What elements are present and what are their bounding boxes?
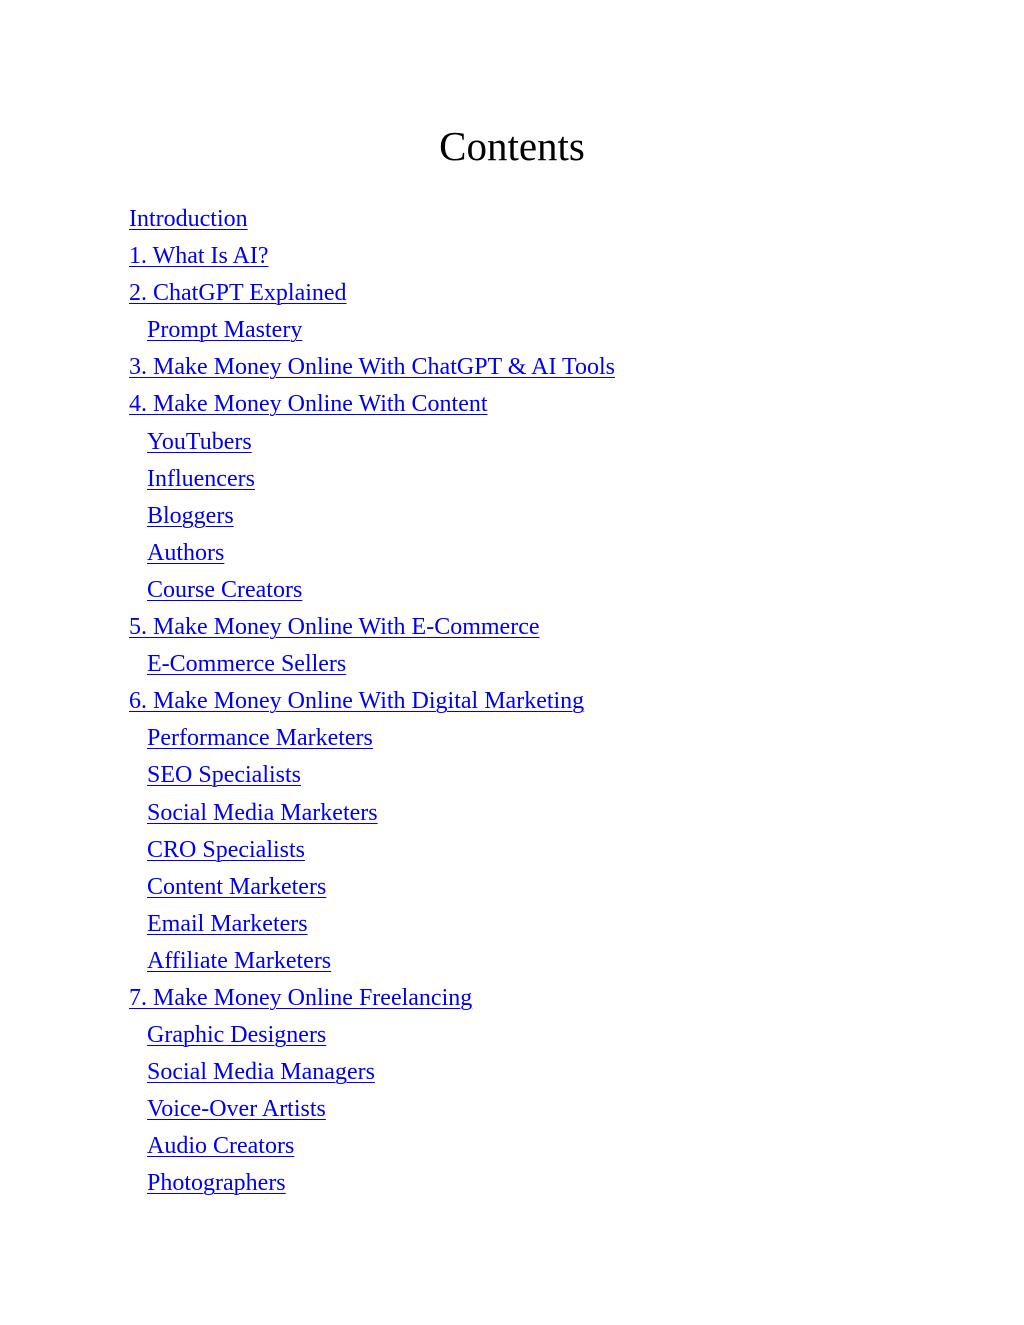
toc-item: [129, 683, 615, 720]
toc-item: [129, 572, 615, 609]
toc-section-link[interactable]: 3. Make Money Online With ChatGPT & AI Tools: [129, 354, 616, 381]
toc-item: [129, 832, 615, 869]
toc-subsection-link[interactable]: Performance Marketers: [147, 725, 373, 752]
toc-section-link[interactable]: 7. Make Money Online Freelancing: [129, 984, 473, 1011]
toc-subsection-link[interactable]: Audio Creators: [147, 1133, 295, 1160]
toc-subsection-link[interactable]: CRO Specialists: [147, 836, 306, 863]
toc-subsection-link[interactable]: Influencers: [147, 465, 255, 492]
toc-section-link[interactable]: Introduction: [129, 206, 248, 232]
toc-item: [129, 498, 615, 535]
toc-item: [129, 1017, 615, 1054]
toc-item: [129, 869, 615, 906]
toc-subsection-link[interactable]: Social Media Marketers: [147, 799, 378, 826]
toc-item: [129, 312, 615, 349]
toc-subsection-link[interactable]: Course Creators: [147, 576, 303, 603]
toc-section-link[interactable]: 1. What Is AI?: [129, 243, 269, 270]
toc-item: [129, 386, 615, 423]
toc-subsection-link[interactable]: E-Commerce Sellers: [147, 651, 347, 678]
toc-subsection-link[interactable]: YouTubers: [147, 428, 252, 455]
toc-subsection-link[interactable]: Bloggers: [147, 502, 234, 529]
toc-item: [129, 609, 615, 646]
toc-subsection-link[interactable]: Graphic Designers: [147, 1022, 327, 1049]
toc-subsection-link[interactable]: Authors: [147, 539, 225, 566]
toc-item: [129, 720, 615, 757]
toc-subsection-link[interactable]: SEO Specialists: [147, 762, 301, 789]
toc-item: [129, 1128, 615, 1165]
toc-subsection-link[interactable]: Prompt Mastery: [147, 317, 303, 344]
toc-subsection-link[interactable]: Photographers: [147, 1170, 286, 1197]
toc-section-link[interactable]: 5. Make Money Online With E-Commerce: [129, 614, 540, 641]
page-title: Contents: [439, 123, 585, 169]
toc-item: [129, 201, 615, 238]
toc-item: [129, 943, 615, 980]
toc-subsection-link[interactable]: Affiliate Marketers: [147, 947, 332, 974]
toc-item: [129, 795, 615, 832]
toc-item: [129, 980, 615, 1017]
toc-subsection-link[interactable]: Voice-Over Artists: [147, 1096, 326, 1123]
toc-section-link[interactable]: 4. Make Money Online With Content: [129, 391, 488, 418]
toc-item: [129, 535, 615, 572]
toc-subsection-link[interactable]: Content Marketers: [147, 873, 327, 900]
table-of-contents: [129, 201, 615, 1203]
toc-item: [129, 906, 615, 943]
toc-item: [129, 1054, 615, 1091]
toc-subsection-link[interactable]: Social Media Managers: [147, 1059, 375, 1086]
toc-item: [129, 461, 615, 498]
toc-item: [129, 349, 615, 386]
toc-item: [129, 757, 615, 794]
toc-item: [129, 1091, 615, 1128]
toc-item: [129, 646, 615, 683]
toc-item: [129, 238, 615, 275]
toc-section-link[interactable]: 2. ChatGPT Explained: [129, 280, 347, 307]
toc-item: [129, 275, 615, 312]
toc-item: [129, 424, 615, 461]
toc-item: [129, 1165, 615, 1202]
toc-section-link[interactable]: 6. Make Money Online With Digital Marketing: [129, 688, 585, 715]
toc-subsection-link[interactable]: Email Marketers: [147, 910, 308, 937]
